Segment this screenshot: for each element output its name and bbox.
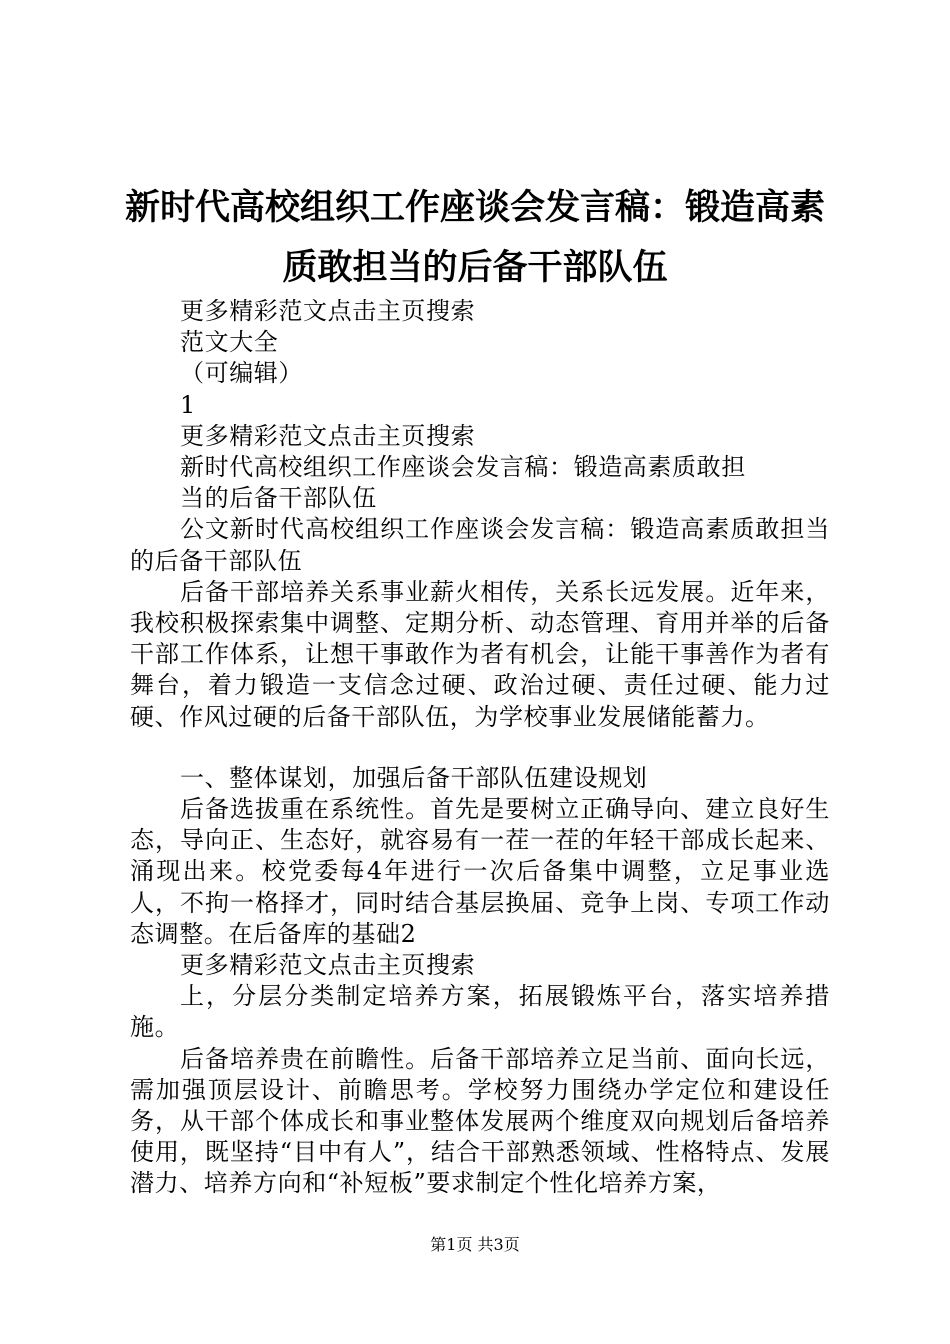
heading-line-1: 新时代高校组织工作座谈会发言稿：锻造高素质敢担 [180,452,746,481]
editable-label: （可编辑） [180,359,303,388]
section-heading: 一、整体谋划，加强后备干部队伍建设规划 [180,763,648,792]
document-title-line-2: 质敢担当的后备干部队伍 [282,247,668,288]
page-marker: 1 [180,390,196,419]
paragraph-intro: 后备干部培养关系事业薪火相传，关系长远发展。近年来，我校积极探索集中调整、定期分析、动态管理、育用并举的后备干部工作体系，让想干事敢作为者有机会，让能干事善作为者有舞台，着力锻造一支信念过硬、政治过硬、责任过硬、能力过硬、作风过硬的后备干部队伍，为学校事业发展储能蓄力。 [130,577,830,731]
page-footer: 第1页 共3页 [430,1235,520,1254]
promo-link-text: 更多精彩范文点击主页搜索 [180,297,476,325]
document-title-line-1: 新时代高校组织工作座谈会发言稿：锻造高素 [124,187,825,228]
promo-link-text: 更多精彩范文点击主页搜索 [180,950,476,979]
document-body [130,296,830,1200]
paragraph-selection: 后备选拔重在系统性。首先是要树立正确导向、建立良好生态，导向正、生态好，就容易有一茬一茬的年轻干部成长起来、涌现出来。校党委每4年进行一次后备集中调整，立足事业选人，不拘一格择才，同时结合基层换届、竞争上岗、专项工作动态调整。在后备库的基础2 [130,794,830,948]
promo-link-text: 更多精彩范文点击主页搜索 [180,421,476,450]
collection-label: 范文大全 [180,328,279,357]
paragraph-continuation: 上，分层分类制定培养方案，拓展锻炼平台，落实培养措施。 [130,982,830,1042]
paragraph-intro-title: 公文新时代高校组织工作座谈会发言稿：锻造高素质敢担当的后备干部队伍 [130,515,830,575]
paragraph-spacer [130,733,830,763]
paragraph-training: 后备培养贵在前瞻性。后备干部培养立足当前、面向长远，需加强顶层设计、前瞻思考。学校努力围绕办学定位和建设任务，从干部个体成长和事业整体发展两个维度双向规划后备培养使用，既坚持“目中有人”，结合干部熟悉领域、性格特点、发展潜力、培养方向和“补短板”要求制定个性化培养方案， [130,1044,830,1198]
heading-line-2: 当的后备干部队伍 [180,484,377,513]
